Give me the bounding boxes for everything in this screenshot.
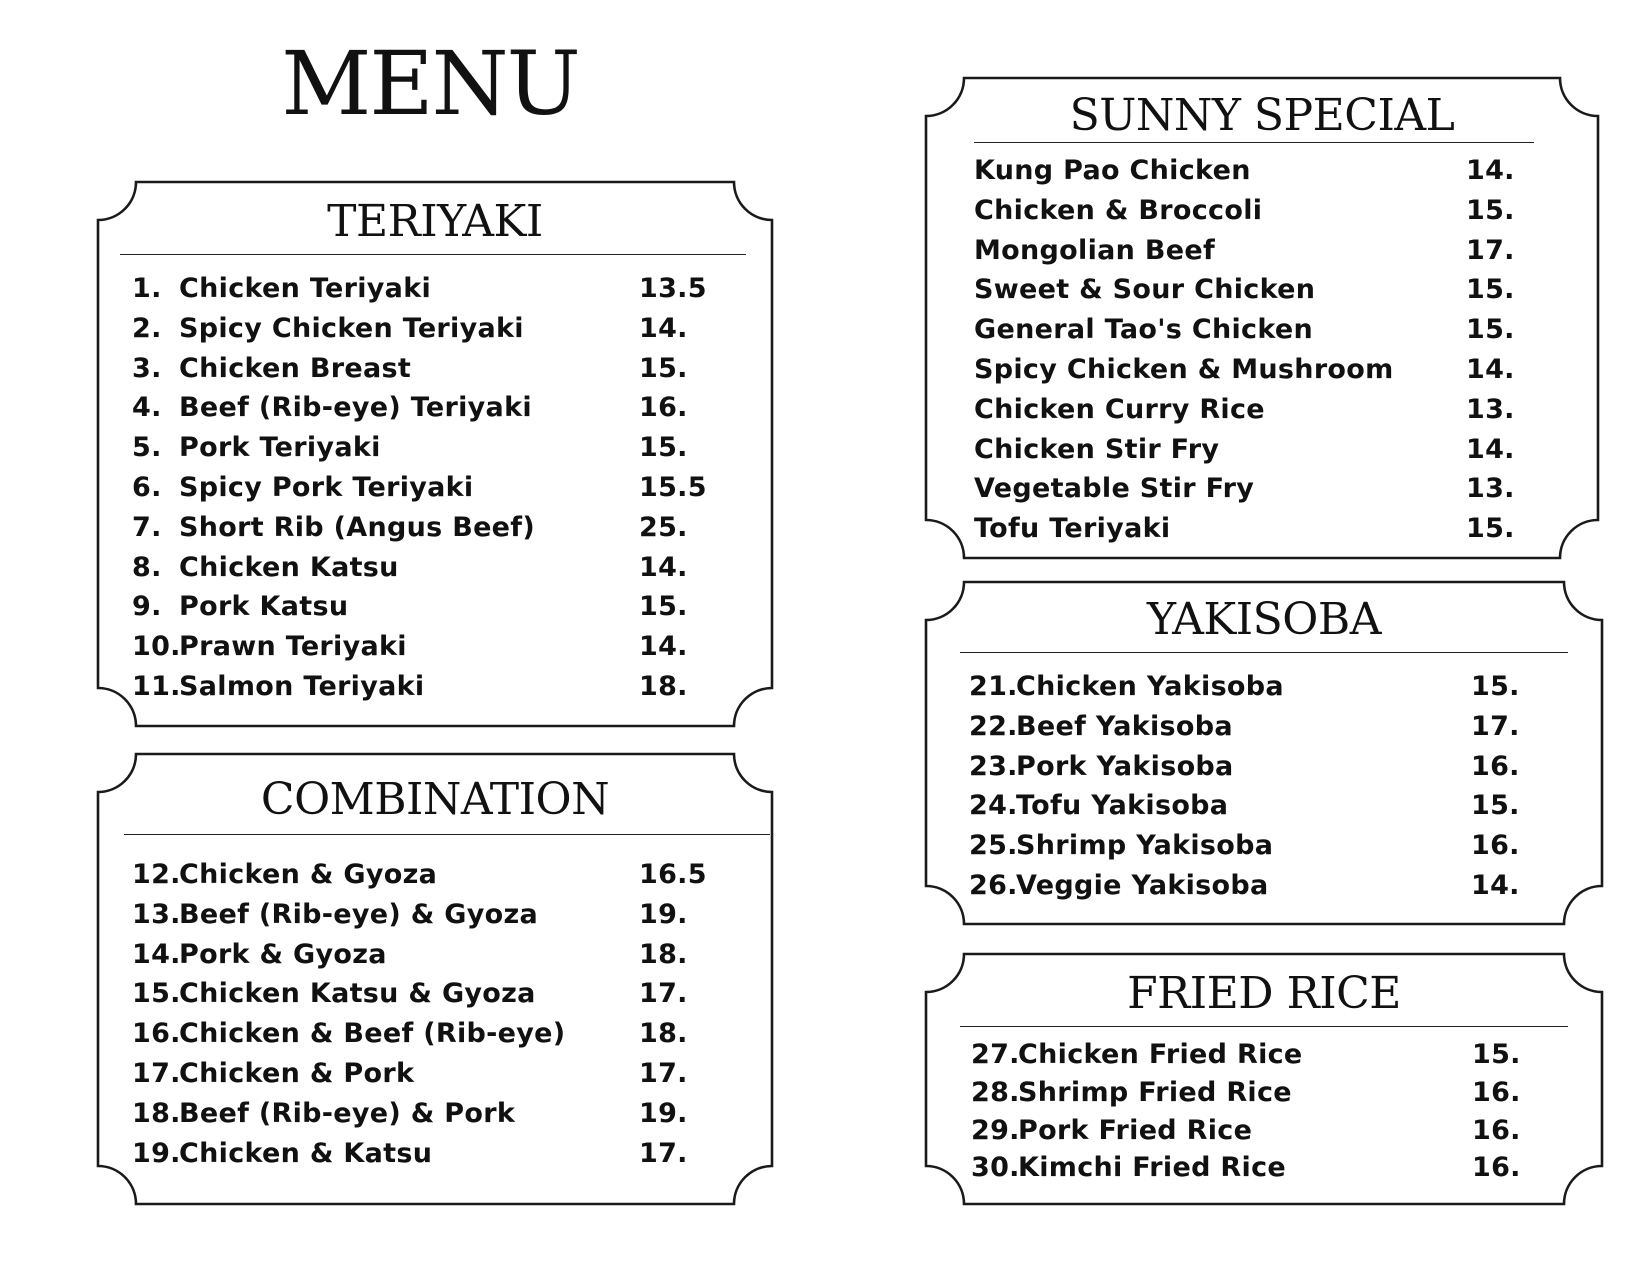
item-name: Chicken Katsu (179, 551, 399, 583)
menu-item (924, 271, 1600, 309)
menu-item (924, 1074, 1604, 1112)
item-price: 13.5 (639, 273, 707, 304)
menu-item (924, 748, 1604, 786)
item-price: 17. (639, 978, 688, 1010)
item-price: 25. (639, 511, 688, 543)
item-number: 11. (132, 671, 181, 702)
menu-item (924, 192, 1600, 230)
item-number: 10. (132, 631, 181, 663)
section-title: YAKISOBA (1147, 594, 1381, 645)
item-price: 14. (639, 312, 688, 344)
menu-item (924, 431, 1600, 469)
item-name: Beef (Rib-eye) & Gyoza (179, 898, 539, 930)
item-name: Chicken Katsu & Gyoza (179, 978, 536, 1010)
item-name: Sweet & Sour Chicken (974, 274, 1316, 306)
section-divider (960, 652, 1568, 653)
menu-item (96, 389, 774, 427)
item-name: Tofu Teriyaki (974, 513, 1171, 545)
item-price: 14. (639, 551, 688, 583)
menu-item (96, 896, 774, 934)
item-number: 21. (969, 671, 1018, 702)
item-price: 15.5 (639, 472, 707, 503)
section-divider (960, 1026, 1568, 1027)
item-number: 3. (132, 352, 162, 384)
item-name: Tofu Yakisoba (1016, 790, 1229, 822)
menu-item (96, 975, 774, 1013)
item-number: 25. (969, 830, 1018, 862)
item-name: Chicken Yakisoba (1016, 671, 1284, 702)
menu-item (96, 1135, 774, 1173)
section-teriyaki (96, 180, 774, 728)
item-number: 7. (132, 511, 162, 543)
item-price: 14. (1466, 433, 1515, 465)
item-number: 28. (971, 1076, 1020, 1108)
item-name: Pork Katsu (179, 591, 349, 623)
item-number: 19. (132, 1137, 181, 1169)
item-name: Short Rib (Angus Beef) (179, 511, 535, 543)
menu-item (924, 1149, 1604, 1187)
item-price: 16. (1471, 750, 1520, 782)
section-combination (96, 752, 774, 1206)
item-name: Shrimp Yakisoba (1016, 830, 1274, 862)
item-number: 27. (971, 1039, 1020, 1070)
item-price: 15. (1466, 513, 1515, 545)
item-name: Chicken & Broccoli (974, 194, 1263, 226)
item-price: 18. (639, 671, 688, 702)
item-number: 17. (132, 1058, 181, 1089)
item-price: 16.5 (639, 859, 707, 890)
menu-item (96, 588, 774, 626)
menu-item (96, 936, 774, 974)
menu-item (96, 1095, 774, 1133)
item-name: Chicken & Pork (179, 1058, 415, 1089)
item-price: 14. (639, 631, 688, 663)
menu-item (924, 470, 1600, 508)
item-price: 19. (639, 1097, 688, 1129)
menu-item (924, 1036, 1604, 1074)
item-price: 15. (639, 432, 688, 464)
item-name: Pork & Gyoza (179, 938, 387, 970)
item-number: 9. (132, 591, 162, 623)
item-name: Shrimp Fried Rice (1018, 1076, 1292, 1108)
item-name: Prawn Teriyaki (179, 631, 407, 663)
item-price: 17. (639, 1058, 688, 1089)
item-number: 12. (132, 859, 181, 890)
item-price: 15. (1471, 671, 1520, 702)
section-title: COMBINATION (260, 774, 610, 825)
section-sunny-special (924, 76, 1600, 560)
item-price: 16. (639, 392, 688, 424)
item-name: Spicy Chicken & Mushroom (974, 354, 1394, 385)
item-name: Chicken Fried Rice (1018, 1039, 1303, 1070)
item-name: Vegetable Stir Fry (974, 473, 1255, 505)
section-yakisoba (924, 580, 1604, 926)
item-price: 14. (1466, 155, 1515, 186)
item-name: Salmon Teriyaki (179, 671, 425, 702)
item-number: 18. (132, 1097, 181, 1129)
item-number: 24. (969, 790, 1018, 822)
item-price: 19. (639, 898, 688, 930)
menu-item (96, 1015, 774, 1053)
menu-item (96, 469, 774, 507)
item-name: Beef (Rib-eye) Teriyaki (179, 392, 532, 424)
item-price: 13. (1466, 393, 1515, 425)
menu-item (96, 429, 774, 467)
menu-item (96, 350, 774, 388)
menu-item (96, 856, 774, 894)
item-name: Chicken & Gyoza (179, 859, 438, 890)
item-name: Veggie Yakisoba (1016, 870, 1269, 901)
item-price: 16. (1472, 1114, 1521, 1146)
item-price: 15. (639, 352, 688, 384)
menu-item (924, 351, 1600, 389)
menu-item (924, 668, 1604, 706)
item-price: 15. (1466, 314, 1515, 346)
item-price: 15. (1466, 194, 1515, 226)
menu-item (96, 310, 774, 348)
item-name: Chicken Stir Fry (974, 433, 1220, 465)
item-price: 13. (1466, 473, 1515, 505)
menu-item (924, 510, 1600, 548)
section-divider (974, 142, 1534, 143)
menu-item (924, 311, 1600, 349)
item-name: Kung Pao Chicken (974, 155, 1251, 186)
section-divider (124, 834, 770, 835)
section-fried-rice (924, 952, 1604, 1206)
item-price: 17. (1466, 234, 1515, 266)
item-name: Chicken Breast (179, 352, 412, 384)
item-price: 17. (1471, 710, 1520, 742)
item-number: 26. (969, 870, 1018, 901)
menu-item (96, 628, 774, 666)
item-number: 29. (971, 1114, 1020, 1146)
item-name: Pork Teriyaki (179, 432, 381, 464)
item-number: 14. (132, 938, 181, 970)
item-price: 16. (1472, 1152, 1521, 1184)
item-name: Beef (Rib-eye) & Pork (179, 1097, 516, 1129)
menu-item (96, 668, 774, 706)
menu-title: MENU (281, 32, 579, 135)
item-number: 13. (132, 898, 181, 930)
item-name: Pork Fried Rice (1018, 1114, 1253, 1146)
item-name: General Tao's Chicken (974, 314, 1314, 346)
item-price: 15. (1471, 790, 1520, 822)
menu-item (96, 549, 774, 587)
item-price: 16. (1472, 1076, 1521, 1108)
item-number: 5. (132, 432, 162, 464)
section-divider (120, 254, 746, 255)
item-price: 18. (639, 1018, 688, 1050)
item-price: 15. (1472, 1039, 1521, 1070)
section-title: FRIED RICE (1127, 968, 1401, 1019)
item-name: Spicy Pork Teriyaki (179, 472, 474, 503)
item-number: 16. (132, 1018, 181, 1050)
menu-item (924, 391, 1600, 429)
item-number: 22. (969, 710, 1018, 742)
item-price: 16. (1471, 830, 1520, 862)
item-number: 8. (132, 551, 162, 583)
menu-item (924, 708, 1604, 746)
item-number: 6. (132, 472, 162, 503)
menu-item (924, 1112, 1604, 1150)
item-number: 30. (971, 1152, 1020, 1184)
item-name: Chicken Curry Rice (974, 393, 1265, 425)
item-name: Chicken Teriyaki (179, 273, 432, 304)
menu-item (96, 1055, 774, 1093)
item-name: Pork Yakisoba (1016, 750, 1234, 782)
menu-item (924, 787, 1604, 825)
item-price: 17. (639, 1137, 688, 1169)
item-number: 15. (132, 978, 181, 1010)
section-title: SUNNY SPECIAL (1069, 90, 1455, 141)
item-price: 14. (1471, 870, 1520, 901)
menu-item (924, 867, 1604, 905)
item-number: 4. (132, 392, 162, 424)
section-title: TERIYAKI (327, 196, 543, 247)
menu-item (924, 827, 1604, 865)
item-number: 2. (132, 312, 162, 344)
menu-item (924, 152, 1600, 190)
item-name: Spicy Chicken Teriyaki (179, 312, 524, 344)
item-price: 15. (639, 591, 688, 623)
menu-item (924, 232, 1600, 270)
item-name: Mongolian Beef (974, 234, 1216, 266)
item-number: 1. (132, 273, 162, 304)
menu-item (96, 509, 774, 547)
item-name: Chicken & Beef (Rib-eye) (179, 1018, 566, 1050)
item-name: Chicken & Katsu (179, 1137, 433, 1169)
item-price: 18. (639, 938, 688, 970)
menu-item (96, 270, 774, 308)
item-price: 14. (1466, 354, 1515, 385)
item-name: Kimchi Fried Rice (1018, 1152, 1286, 1184)
item-number: 23. (969, 750, 1018, 782)
item-name: Beef Yakisoba (1016, 710, 1233, 742)
item-price: 15. (1466, 274, 1515, 306)
